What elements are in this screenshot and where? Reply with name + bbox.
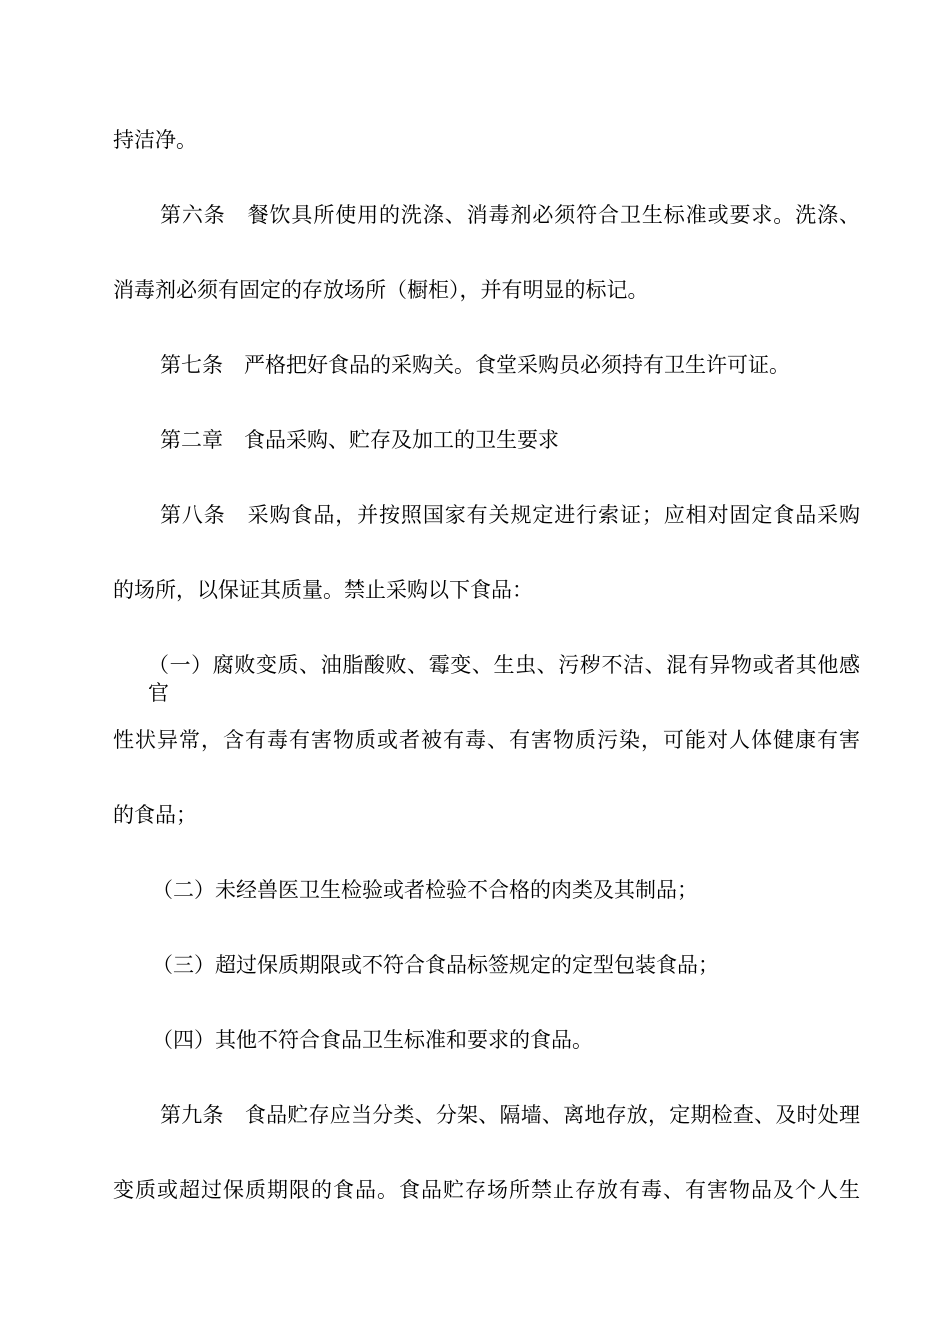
article-9-line: 第九条 食品贮存应当分类、分架、隔墙、离地存放，定期检查、及时处理 — [160, 1103, 860, 1127]
text-line: 持洁净。 — [113, 128, 197, 152]
text-line: 的场所，以保证其质量。禁止采购以下食品： — [113, 578, 533, 602]
article-6-line: 第六条 餐饮具所使用的洗涤、消毒剂必须符合卫生标准或要求。洗涤、 — [160, 203, 860, 227]
text-line: 消毒剂必须有固定的存放场所（橱柜），并有明显的标记。 — [113, 278, 649, 302]
list-item-3: （三）超过保质期限或不符合食品标签规定的定型包装食品； — [152, 953, 719, 977]
text-line: 变质或超过保质期限的食品。食品贮存场所禁止存放有毒、有害物品及个人生 — [113, 1178, 860, 1202]
article-7-line: 第七条 严格把好食品的采购关。食堂采购员必须持有卫生许可证。 — [160, 353, 790, 377]
article-8-line: 第八条 采购食品，并按照国家有关规定进行索证；应相对固定食品采购 — [160, 503, 860, 527]
text-line: 性状异常，含有毒有害物质或者被有毒、有害物质污染，可能对人体健康有害 — [113, 728, 860, 752]
list-item-4: （四）其他不符合食品卫生标准和要求的食品。 — [152, 1028, 593, 1052]
list-item-1: （一）腐败变质、油脂酸败、霉变、生虫、污秽不洁、混有异物或者其他感官 — [148, 653, 860, 705]
text-line: 的食品； — [113, 803, 197, 827]
list-item-2: （二）未经兽医卫生检验或者检验不合格的肉类及其制品； — [152, 878, 698, 902]
chapter-2-heading: 第二章 食品采购、贮存及加工的卫生要求 — [160, 428, 559, 452]
